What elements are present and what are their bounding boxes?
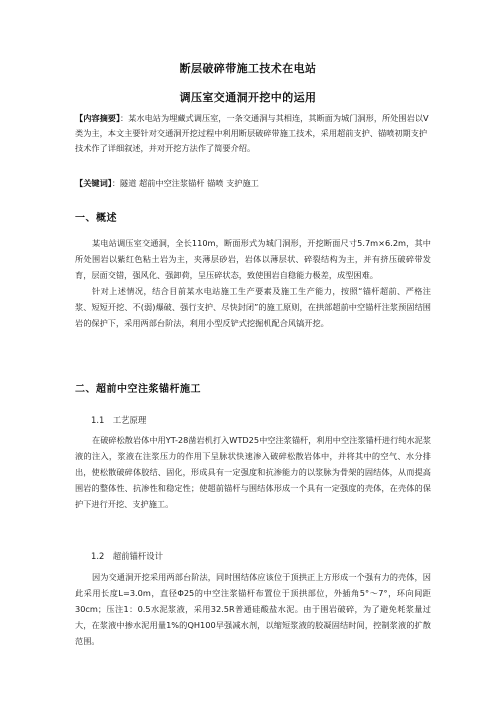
subsection-1-1-paragraph: 在破碎松散岩体中用YT-28凿岩机打入WTD25中空注浆锚杆，利用中空注浆锚杆进行纯水泥浆液的注入，浆液在注浆压力的作用下呈脉状快速渗入破碎松散岩体中，并将其中的空气、水分排出，使松散破碎体胶结、固化，形成具有一定强度和抗渗能力的以浆脉为骨架的固结体，从而提高围岩的整体性、抗渗性和稳定性；使超前锚杆与围结体形成一个具有一定强度的壳体，在壳体的保护下进行开挖、支护施工。	[75, 435, 432, 509]
section1-paragraph1: 某电站调压室交通洞，全长110m，断面形式为城门洞形，开挖断面尺寸5.7m×6.2m，其中所处围岩以紫红色粘土岩为主，夹薄层砂岩，岩体以薄层状、碎裂结构为主，并有挤压破碎带发育，层面交错，强风化、强卸荷，呈压碎状态，致使围岩自稳能力极差，成型困难。	[75, 238, 431, 280]
keywords-text: ：隧道 超前中空注浆锚杆 锚喷 支护施工	[111, 178, 259, 188]
section2-heading: 二、超前中空注浆锚杆施工	[75, 384, 201, 395]
abstract-text: ：某水电站为埋藏式调压室，一条交通洞与其相连，其断面为城门洞形，所处围岩以Ⅴ类为主，本文主要针对交通洞开挖过程中利用断层破碎带施工技术，采用超前支护、锚喷初期支护技术作了详细叙述，并对开挖方法作了简要介绍。	[75, 113, 429, 153]
keywords-label: 【关键词】	[75, 178, 112, 188]
abstract	[75, 111, 431, 156]
abstract-label: 【内容摘要】	[75, 113, 121, 123]
section1-heading: 一、概述	[75, 213, 117, 224]
document-title-line1: 断层破碎带施工技术在电站	[179, 62, 317, 75]
subsection-1-2-heading: 1.2 超前锚杆设计	[91, 551, 163, 561]
section1-paragraph2: 针对上述情况，结合目前某水电站施工生产要素及施工生产能力，按照“锚杆超前、严格注浆、短短开挖、不(弱)爆破、强行支护、尽快封闭”的施工原则，在拱部超前中空锚杆注浆预固结围岩的保护下，采用两部台阶法，利用小型反铲式挖掘机配合风镐开挖。	[75, 286, 431, 328]
subsection-1-2-paragraph: 因为交通洞开挖采用两部台阶法，同时围结体应该位于顶拱正上方形成一个强有力的壳体，因此采用长度L=3.0m，直径Φ25的中空注浆锚杆布置位于顶拱部位，外插角5°～7°，环向间距30cm；压注1：0.5水泥浆液，采用32.5R普通硅酸盐水泥。由于围岩破碎，为了避免耗浆量过大，在浆液中掺水泥用量1%的QH100早强减水剂，以缩短浆液的胶凝固结时间，控制浆液的扩散范围。	[75, 572, 431, 646]
document-title-line2: 调压室交通洞开挖中的运用	[179, 91, 317, 104]
keywords	[75, 176, 431, 191]
subsection-1-1-heading: 1.1 工艺原理	[91, 415, 147, 425]
